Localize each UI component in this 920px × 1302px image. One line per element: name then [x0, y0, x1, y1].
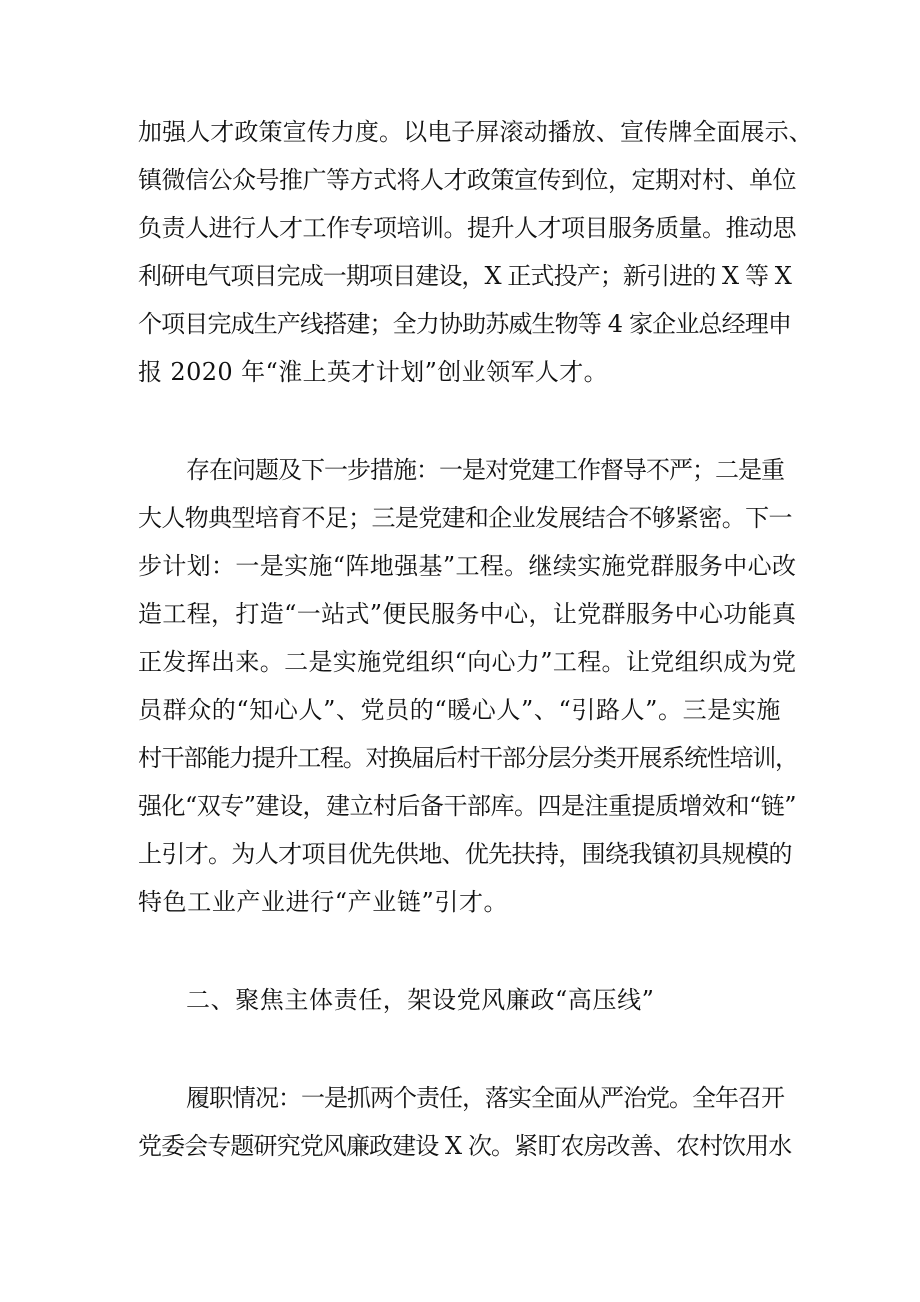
text-line: 村干部能力提升工程。对换届后村干部分层分类开展系统性培训， — [138, 744, 798, 772]
text-line: 造工程，打造“一站式”便民服务中心，让党群服务中心功能真 — [138, 600, 797, 628]
text-line: 报 2020 年“淮上英才计划”创业领军人才。 — [138, 358, 609, 386]
text-line: 存在问题及下一步措施：一是对党建工作督导不严；二是重 — [186, 456, 784, 484]
text-line: 大人物典型培育不足；三是党建和企业发展结合不够紧密。下一 — [138, 504, 792, 532]
text-line: 加强人才政策宣传力度。以电子屏滚动播放、宣传牌全面展示、 — [138, 118, 813, 146]
text-line: 利研电气项目完成一期项目建设，X 正式投产；新引进的 X 等 X — [138, 262, 791, 290]
text-line: 强化“双专”建设，建立村后备干部库。四是注重提质增效和“链” — [138, 792, 797, 820]
text-line: 上引才。为人才项目优先供地、优先扶持，围绕我镇初具规模的 — [138, 840, 792, 868]
text-line: 步计划：一是实施“阵地强基”工程。继续实施党群服务中心改 — [138, 552, 797, 580]
text-line: 特色工业产业进行“产业链”引才。 — [138, 888, 509, 916]
text-line: 个项目完成生产线搭建；全力协助苏威生物等 4 家企业总经理申 — [138, 310, 792, 338]
section-heading: 二、聚焦主体责任，架设党风廉政“高压线” — [186, 986, 655, 1014]
text-line: 履职情况：一是抓两个责任，落实全面从严治党。全年召开 — [186, 1084, 784, 1112]
text-line: 镇微信公众号推广等方式将人才政策宣传到位，定期对村、单位 — [138, 166, 796, 194]
text-line: 负责人进行人才工作专项培训。提升人才项目服务质量。推动思 — [138, 214, 796, 242]
text-line: 员群众的“知心人”、党员的“暖心人”、“引路人”。三是实施 — [138, 696, 782, 724]
text-line: 党委会专题研究党风廉政建设 X 次。紧盯农房改善、农村饮用水 — [138, 1132, 792, 1160]
text-line: 正发挥出来。二是实施党组织“向心力”工程。让党组织成为党 — [138, 648, 797, 676]
